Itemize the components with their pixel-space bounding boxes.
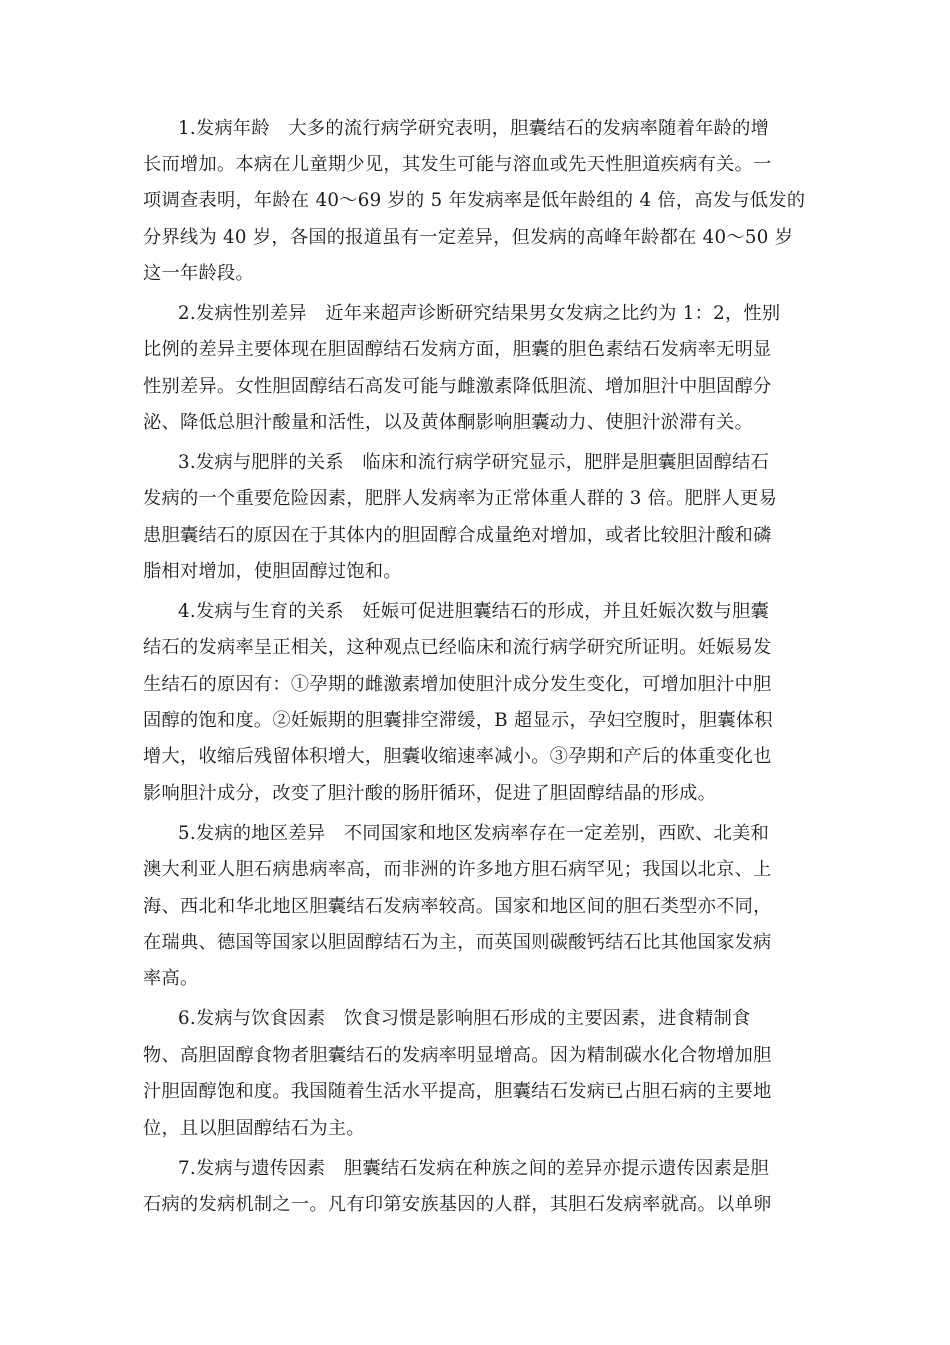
text-line: 6.发病与饮食因素 饮食习惯是影响胆石形成的主要因素，进食精制食 xyxy=(178,1008,751,1029)
text-line: 澳大利亚人胆石病患病率高，而非洲的许多地方胆石病罕见；我国以北京、上 xyxy=(143,859,772,880)
text-line: 发病的一个重要危险因素，肥胖人发病率为正常体重人群的 3 倍。肥胖人更易 xyxy=(143,488,778,509)
text-line: 位，且以胆固醇结石为主。 xyxy=(143,1118,365,1139)
text-line: 2.发病性别差异 近年来超声诊断研究结果男女发病之比约为 1：2，性别 xyxy=(178,303,781,324)
text-line: 物、高胆固醇食物者胆囊结石的发病率明显增高。因为精制碳水化合物增加胆 xyxy=(143,1045,772,1066)
text-line: 海、西北和华北地区胆囊结石发病率较高。国家和地区间的胆石类型亦不同， xyxy=(143,896,772,917)
text-line: 1.发病年龄 大多的流行病学研究表明，胆囊结石的发病率随着年龄的增 xyxy=(178,118,770,139)
text-line: 性别差异。女性胆固醇结石高发可能与雌激素降低胆流、增加胆汁中胆固醇分 xyxy=(143,376,772,397)
text-line: 在瑞典、德国等国家以胆固醇结石为主，而英国则碳酸钙结石比其他国家发病 xyxy=(143,932,772,953)
text-line: 生结石的原因有：①孕期的雌激素增加使胆汁成分发生变化，可增加胆汁中胆 xyxy=(143,674,772,695)
text-line: 率高。 xyxy=(143,968,199,989)
text-line: 汁胆固醇饱和度。我国随着生活水平提高，胆囊结石发病已占胆石病的主要地 xyxy=(143,1081,772,1102)
text-line: 3.发病与肥胖的关系 临床和流行病学研究显示，肥胖是胆囊胆固醇结石 xyxy=(178,452,770,473)
text-line: 石病的发病机制之一。凡有印第安族基因的人群，其胆石发病率就高。以单卵 xyxy=(143,1194,772,1215)
text-line: 固醇的饱和度。②妊娠期的胆囊排空滞缓，B 超显示，孕妇空腹时，胆囊体积 xyxy=(143,710,773,731)
text-line: 长而增加。本病在儿童期少见，其发生可能与溶血或先天性胆道疾病有关。一 xyxy=(143,154,772,175)
text-line: 增大，收缩后残留体积增大，胆囊收缩速率减小。③孕期和产后的体重变化也 xyxy=(143,746,772,767)
text-line: 项调查表明，年龄在 40～69 岁的 5 年发病率是低年龄组的 4 倍，高发与低发的 xyxy=(143,190,806,211)
text-line: 7.发病与遗传因素 胆囊结石发病在种族之间的差异亦提示遗传因素是胆 xyxy=(178,1158,770,1179)
text-line: 结石的发病率呈正相关，这种观点已经临床和流行病学研究所证明。妊娠易发 xyxy=(143,637,772,658)
text-line: 这一年龄段。 xyxy=(143,263,254,284)
text-line: 影响胆汁成分，改变了胆汁酸的肠肝循环，促进了胆固醇结晶的形成。 xyxy=(143,783,717,804)
text-line: 患胆囊结石的原因在于其体内的胆固醇合成量绝对增加，或者比较胆汁酸和磷 xyxy=(143,525,772,546)
text-line: 泌、降低总胆汁酸量和活性，以及黄体酮影响胆囊动力、使胆汁淤滞有关。 xyxy=(143,412,754,433)
text-line: 脂相对增加，使胆固醇过饱和。 xyxy=(143,561,402,582)
text-line: 比例的差异主要体现在胆固醇结石发病方面，胆囊的胆色素结石发病率无明显 xyxy=(143,339,772,360)
text-line: 4.发病与生育的关系 妊娠可促进胆囊结石的形成，并且妊娠次数与胆囊 xyxy=(178,601,770,622)
text-line: 分界线为 40 岁，各国的报道虽有一定差异，但发病的高峰年龄都在 40～50 岁 xyxy=(143,227,794,248)
text-line: 5.发病的地区差异 不同国家和地区发病率存在一定差别，西欧、北美和 xyxy=(178,823,770,844)
